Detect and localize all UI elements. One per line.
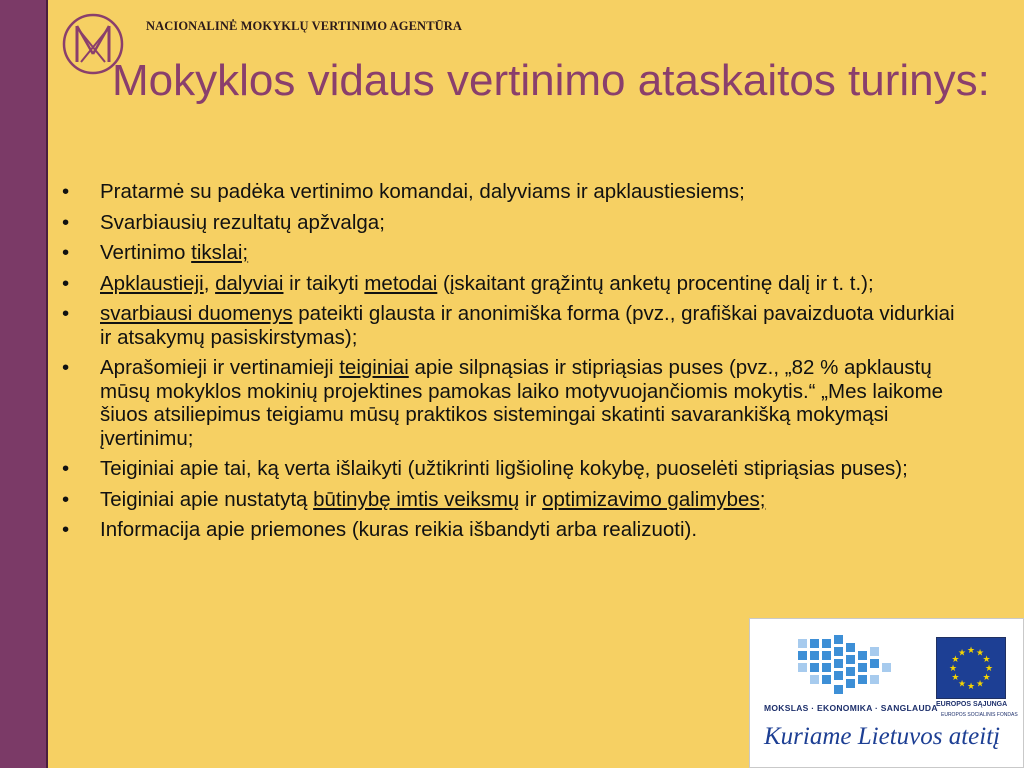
bullet-text: ir taikyti <box>283 271 365 295</box>
program-label: MOKSLAS · EKONOMIKA · SANGLAUDA <box>764 703 938 713</box>
bullet-text: Teiginiai apie tai, ką verta išlaikyti (užtikrinti ligšiolinę kokybę, puoselėti stipriąsias puses); <box>100 457 908 480</box>
eu-star-icon: ★ <box>975 647 985 658</box>
bullet-text: (įskaitant grąžintų anketų procentinę dalį ir t. t.); <box>437 271 874 295</box>
bullet-item <box>62 241 962 265</box>
bullet-text: apie silpnąsias ir stipriąsias puses (pvz., „82 % apklaustų mūsų mokyklos mokinių projektines pamokas laiko motyvuojančiomis mokytis.“ „Mes laikome šiuos atsiliepimus teigiamu mūsų praktikos sistemingai skatinti savarankišką mokymąsi įvertinimu; <box>100 356 944 450</box>
slide-title: Mokyklos vidaus vertinimo ataskaitos turinys: <box>112 56 990 105</box>
bullet-item <box>62 211 962 235</box>
underlined-term: optimizavimo galimybes; <box>542 487 766 511</box>
eu-flag-icon <box>936 637 1006 699</box>
eu-star-icon: ★ <box>948 663 958 673</box>
bullet-text: Svarbiausių rezultatų apžvalga; <box>100 210 385 234</box>
eu-star-icon: ★ <box>957 678 967 689</box>
bullet-item <box>62 302 962 349</box>
bullet-text: Vertinimo <box>100 241 192 264</box>
mosaic-logo-icon <box>790 633 910 701</box>
slogan: Kuriame Lietuvos ateitį <box>764 723 1001 750</box>
eu-star-icon: ★ <box>975 678 985 689</box>
left-sidebar-bar <box>0 0 48 768</box>
bullet-item <box>62 272 962 296</box>
underlined-term: metodai <box>364 271 438 295</box>
eu-star-icon: ★ <box>984 663 994 673</box>
eu-star-icon: ★ <box>951 654 960 664</box>
eu-star-icon: ★ <box>982 654 991 664</box>
bullet-text: pateikti glausta ir anonimiška forma (pvz., grafiškai pavaizduota vidurkiai ir atsakymų pasiskirstymas); <box>100 302 955 349</box>
bullet-text: Pratarmė su padėka vertinimo komandai, dalyviams ir apklaustiesiems; <box>100 180 745 203</box>
underlined-term: svarbiausi duomenys <box>100 302 293 325</box>
bullet-text: Aprašomieji ir vertinamieji <box>100 356 340 379</box>
underlined-term: Apklaustieji <box>100 271 204 295</box>
eu-star-icon: ★ <box>982 672 991 682</box>
bullet-item <box>62 488 962 512</box>
bullet-list <box>62 180 962 549</box>
underlined-term: teiginiai <box>339 356 409 379</box>
bullet-item <box>62 356 962 450</box>
bullet-item <box>62 180 962 204</box>
bullet-item <box>62 457 962 481</box>
underlined-term: dalyviai <box>215 271 284 295</box>
eu-funding-banner <box>749 618 1024 768</box>
bullet-text: Informacija apie priemones (kuras reikia išbandyti arba realizuoti). <box>100 518 698 541</box>
bullet-text: Teiginiai apie nustatytą <box>100 487 314 511</box>
bullet-text: , <box>203 271 216 295</box>
eu-star-icon: ★ <box>951 672 960 682</box>
bullet-text: ir <box>519 487 543 511</box>
fund-label: EUROPOS SOCIALINIS FONDAS <box>941 712 1018 718</box>
underlined-term: tikslai; <box>191 241 249 264</box>
eu-star-icon: ★ <box>957 647 967 658</box>
eu-star-icon: ★ <box>966 681 976 691</box>
underlined-term: būtinybę imtis veiksmų <box>313 487 520 511</box>
agency-name: NACIONALINĖ MOKYKLŲ VERTINIMO AGENTŪRA <box>146 19 463 33</box>
bullet-item <box>62 518 962 542</box>
eu-star-icon: ★ <box>966 645 976 655</box>
eu-label: EUROPOS SĄJUNGA <box>936 701 1008 708</box>
